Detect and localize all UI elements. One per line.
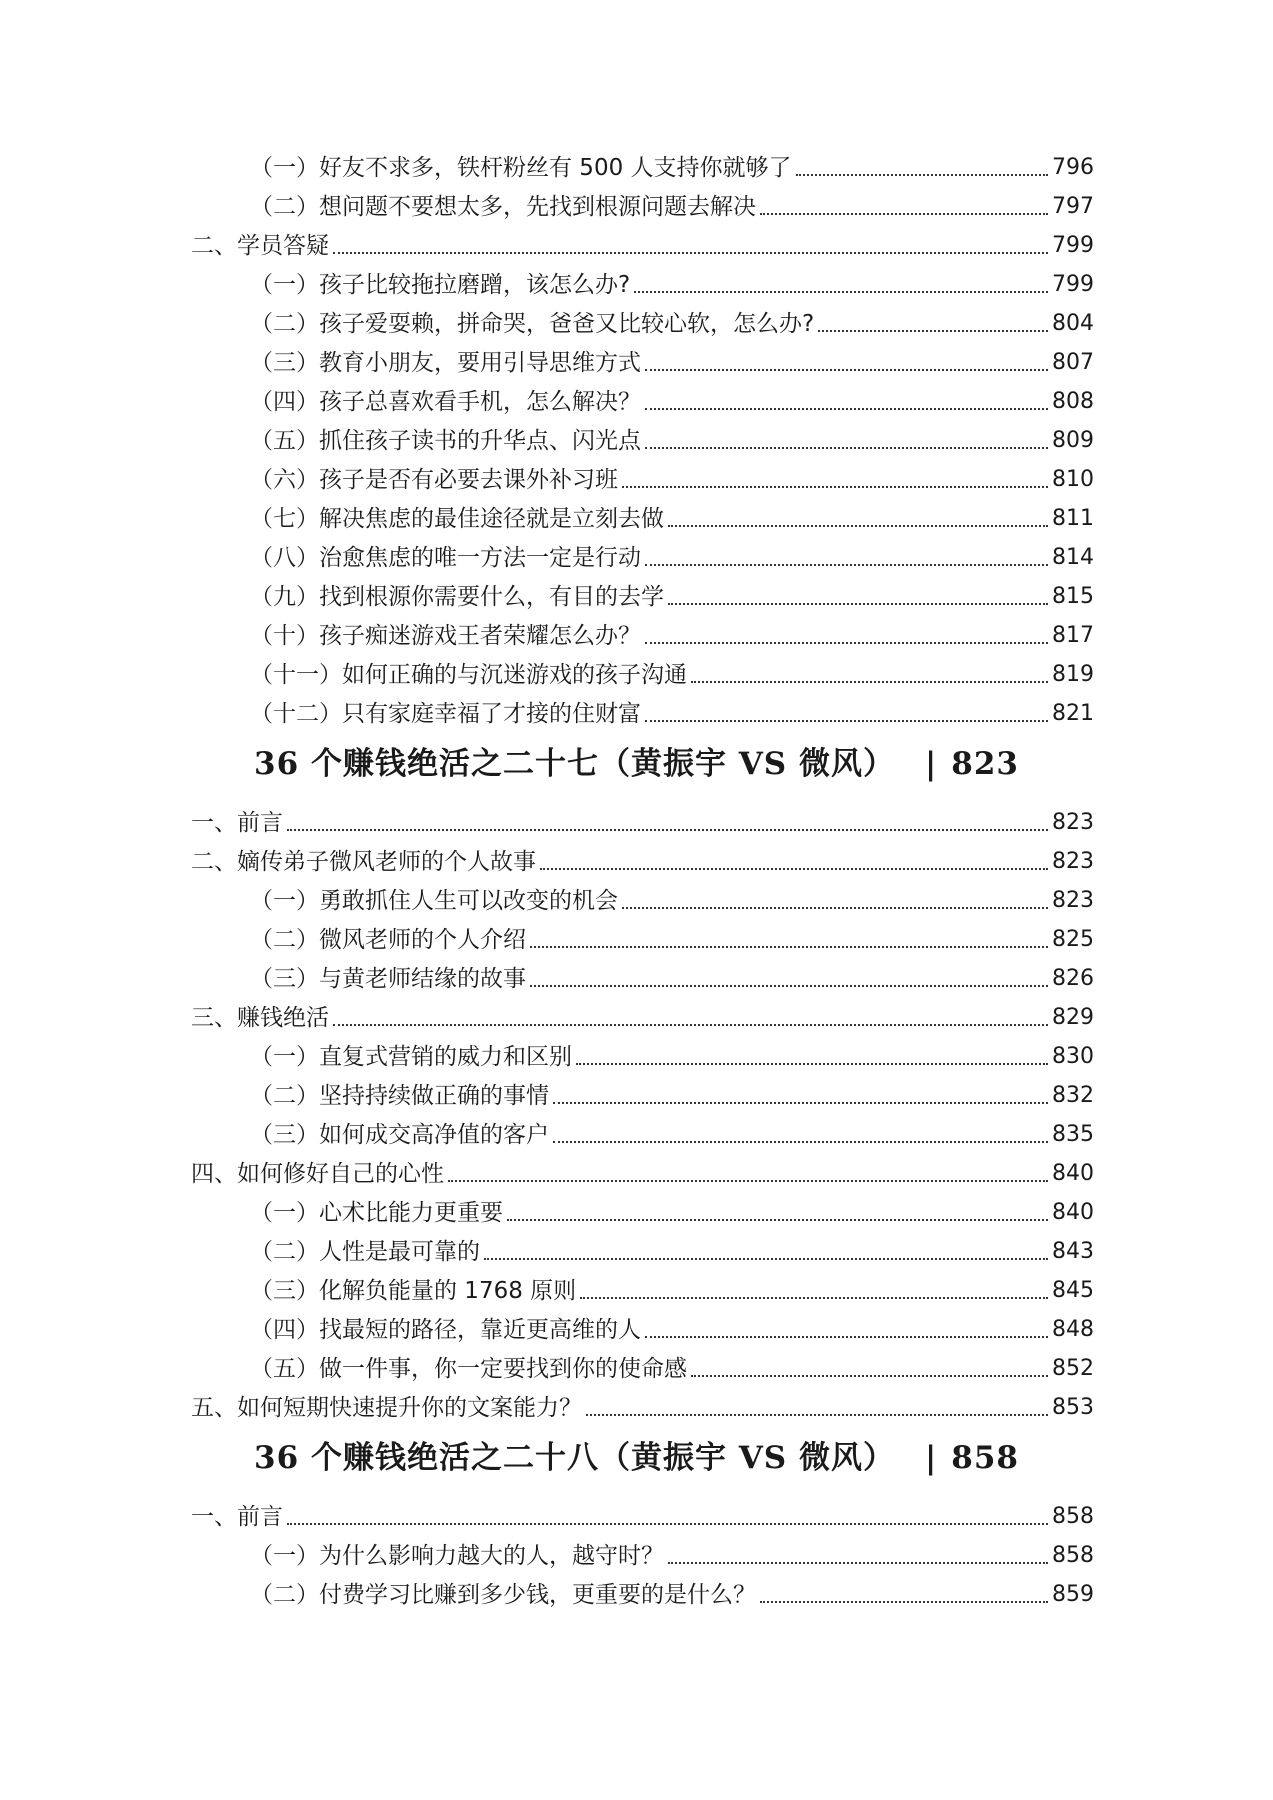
toc-page-number: 811 bbox=[1052, 506, 1094, 531]
toc-page-number: 859 bbox=[1052, 1582, 1094, 1607]
dot-leader bbox=[760, 213, 1048, 215]
toc-page-number: 815 bbox=[1052, 584, 1094, 609]
dot-leader bbox=[645, 1336, 1048, 1338]
toc-entry-label: （二）想问题不要想太多，先找到根源问题去解决 bbox=[250, 194, 756, 220]
toc-entry-label: （二）孩子爱耍赖，拼命哭，爸爸又比较心软，怎么办? bbox=[250, 311, 815, 337]
toc-page-number: 840 bbox=[1052, 1200, 1094, 1225]
dot-leader bbox=[691, 1375, 1048, 1377]
toc-page-number: 829 bbox=[1052, 1005, 1094, 1030]
toc-entry-label: （三）化解负能量的 1768 原则 bbox=[250, 1278, 577, 1304]
toc-entry-label: （四）找最短的路径，靠近更高维的人 bbox=[250, 1317, 641, 1343]
toc-subsection-entry[interactable] bbox=[0, 456, 1273, 495]
toc-entry-label: 四、如何修好自己的心性 bbox=[191, 1161, 444, 1187]
toc-entry-label: （二）微风老师的个人介绍 bbox=[250, 927, 526, 953]
toc-subsection-entry[interactable] bbox=[0, 1345, 1273, 1384]
dot-leader bbox=[530, 985, 1048, 987]
dot-leader bbox=[622, 907, 1048, 909]
toc-entry-label: （七）解决焦虑的最佳途径就是立刻去做 bbox=[250, 506, 664, 532]
toc-page-number: 797 bbox=[1052, 194, 1094, 219]
chapter-separator: | bbox=[924, 746, 938, 782]
toc-entry-label: 二、嫡传弟子微风老师的个人故事 bbox=[191, 849, 536, 875]
dot-leader bbox=[645, 408, 1048, 410]
toc-page-number: 819 bbox=[1052, 662, 1094, 687]
toc-entry-label: （八）治愈焦虑的唯一方法一定是行动 bbox=[250, 545, 641, 571]
toc-page-number: 830 bbox=[1052, 1044, 1094, 1069]
toc-subsection-entry[interactable] bbox=[0, 1306, 1273, 1345]
dot-leader bbox=[530, 946, 1048, 948]
toc-subsection-entry[interactable] bbox=[0, 183, 1273, 222]
toc-entry-label: （九）找到根源你需要什么，有目的去学 bbox=[250, 584, 664, 610]
toc-entry-label: （一）心术比能力更重要 bbox=[250, 1200, 503, 1226]
toc-entry-label: （三）如何成交高净值的客户 bbox=[250, 1122, 549, 1148]
dot-leader bbox=[668, 1562, 1048, 1564]
dot-leader bbox=[553, 1141, 1048, 1143]
toc-page-number: 852 bbox=[1052, 1356, 1094, 1381]
toc-subsection-entry[interactable] bbox=[0, 1072, 1273, 1111]
toc-page-number: 807 bbox=[1052, 350, 1094, 375]
dot-leader bbox=[507, 1219, 1048, 1221]
dot-leader bbox=[818, 330, 1048, 332]
toc-page-number: 796 bbox=[1052, 155, 1094, 180]
dot-leader bbox=[576, 1063, 1048, 1065]
dot-leader bbox=[287, 1523, 1048, 1525]
toc-subsection-entry[interactable] bbox=[0, 1532, 1273, 1571]
toc-subsection-entry[interactable] bbox=[0, 1267, 1273, 1306]
toc-page-number: 799 bbox=[1052, 233, 1094, 258]
toc-page-number: 810 bbox=[1052, 467, 1094, 492]
toc-entry-label: 三、赚钱绝活 bbox=[191, 1005, 329, 1031]
toc-entry-label: （一）孩子比较拖拉磨蹭，该怎么办? bbox=[250, 272, 631, 298]
dot-leader bbox=[760, 1601, 1048, 1603]
toc-subsection-entry[interactable] bbox=[0, 1571, 1273, 1610]
toc-entry-label: （一）直复式营销的威力和区别 bbox=[250, 1044, 572, 1070]
chapter-separator: | bbox=[924, 1440, 938, 1476]
toc-subsection-entry[interactable] bbox=[0, 300, 1273, 339]
toc-entry-label: （十一）如何正确的与沉迷游戏的孩子沟通 bbox=[250, 662, 687, 688]
toc-entry-label: （六）孩子是否有必要去课外补习班 bbox=[250, 467, 618, 493]
toc-page-number: 835 bbox=[1052, 1122, 1094, 1147]
toc-subsection-entry[interactable] bbox=[0, 378, 1273, 417]
dot-leader bbox=[691, 681, 1048, 683]
toc-page-number: 823 bbox=[1052, 810, 1094, 835]
dot-leader bbox=[448, 1180, 1048, 1182]
chapter-heading bbox=[0, 729, 1273, 799]
table-of-contents bbox=[0, 144, 1273, 1610]
toc-entry-label: 五、如何短期快速提升你的文案能力？ bbox=[191, 1395, 582, 1421]
toc-page-number: 858 bbox=[1052, 1504, 1094, 1529]
toc-subsection-entry[interactable] bbox=[0, 534, 1273, 573]
toc-entry-label: 一、前言 bbox=[191, 810, 283, 836]
dot-leader bbox=[540, 868, 1048, 870]
toc-page-number: 848 bbox=[1052, 1317, 1094, 1342]
toc-entry-label: （四）孩子总喜欢看手机，怎么解决？ bbox=[250, 389, 641, 415]
toc-page-number: 809 bbox=[1052, 428, 1094, 453]
toc-subsection-entry[interactable] bbox=[0, 1111, 1273, 1150]
toc-subsection-entry[interactable] bbox=[0, 1228, 1273, 1267]
toc-section-entry[interactable] bbox=[0, 838, 1273, 877]
toc-section-entry[interactable] bbox=[0, 1150, 1273, 1189]
toc-entry-label: （二）人性是最可靠的 bbox=[250, 1239, 480, 1265]
chapter-title: 36 个赚钱绝活之二十七（黄振宇 VS 微风） bbox=[254, 746, 895, 782]
toc-section-entry[interactable] bbox=[0, 1384, 1273, 1423]
dot-leader bbox=[484, 1258, 1048, 1260]
toc-page-number: 808 bbox=[1052, 389, 1094, 414]
toc-entry-label: （一）为什么影响力越大的人，越守时？ bbox=[250, 1543, 664, 1569]
chapter-page-number: 823 bbox=[951, 746, 1019, 782]
toc-entry-label: （五）做一件事，你一定要找到你的使命感 bbox=[250, 1356, 687, 1382]
toc-page-number: 817 bbox=[1052, 623, 1094, 648]
dot-leader bbox=[287, 829, 1048, 831]
toc-page-number: 799 bbox=[1052, 272, 1094, 297]
toc-subsection-entry[interactable] bbox=[0, 612, 1273, 651]
toc-entry-label: （三）与黄老师结缘的故事 bbox=[250, 966, 526, 992]
toc-subsection-entry[interactable] bbox=[0, 690, 1273, 729]
dot-leader bbox=[580, 1297, 1048, 1299]
dot-leader bbox=[796, 174, 1048, 176]
dot-leader bbox=[634, 291, 1048, 293]
toc-subsection-entry[interactable] bbox=[0, 877, 1273, 916]
toc-entry-label: 二、学员答疑 bbox=[191, 233, 329, 259]
chapter-heading bbox=[0, 1423, 1273, 1493]
toc-subsection-entry[interactable] bbox=[0, 339, 1273, 378]
toc-page-number: 840 bbox=[1052, 1161, 1094, 1186]
toc-page-number: 826 bbox=[1052, 966, 1094, 991]
toc-subsection-entry[interactable] bbox=[0, 1033, 1273, 1072]
toc-page-number: 823 bbox=[1052, 849, 1094, 874]
toc-entry-label: 一、前言 bbox=[191, 1504, 283, 1530]
chapter-page-number: 858 bbox=[951, 1440, 1019, 1476]
toc-section-entry[interactable] bbox=[0, 222, 1273, 261]
dot-leader bbox=[645, 642, 1048, 644]
toc-page-number: 845 bbox=[1052, 1278, 1094, 1303]
toc-entry-label: （十）孩子痴迷游戏王者荣耀怎么办？ bbox=[250, 623, 641, 649]
dot-leader bbox=[645, 447, 1048, 449]
toc-subsection-entry[interactable] bbox=[0, 144, 1273, 183]
toc-page-number: 804 bbox=[1052, 311, 1094, 336]
toc-page-number: 823 bbox=[1052, 888, 1094, 913]
dot-leader bbox=[622, 486, 1048, 488]
toc-page-number: 825 bbox=[1052, 927, 1094, 952]
toc-subsection-entry[interactable] bbox=[0, 916, 1273, 955]
toc-page-number: 821 bbox=[1052, 701, 1094, 726]
toc-section-entry[interactable] bbox=[0, 994, 1273, 1033]
toc-subsection-entry[interactable] bbox=[0, 1189, 1273, 1228]
toc-entry-label: （三）教育小朋友，要用引导思维方式 bbox=[250, 350, 641, 376]
dot-leader bbox=[333, 1024, 1048, 1026]
dot-leader bbox=[333, 252, 1048, 254]
dot-leader bbox=[553, 1102, 1048, 1104]
toc-page-number: 858 bbox=[1052, 1543, 1094, 1568]
toc-entry-label: （一）勇敢抓住人生可以改变的机会 bbox=[250, 888, 618, 914]
toc-entry-label: （十二）只有家庭幸福了才接的住财富 bbox=[250, 701, 641, 727]
toc-subsection-entry[interactable] bbox=[0, 261, 1273, 300]
dot-leader bbox=[668, 603, 1048, 605]
dot-leader bbox=[645, 720, 1048, 722]
toc-section-entry[interactable] bbox=[0, 1493, 1273, 1532]
toc-subsection-entry[interactable] bbox=[0, 651, 1273, 690]
toc-subsection-entry[interactable] bbox=[0, 417, 1273, 456]
chapter-title: 36 个赚钱绝活之二十八（黄振宇 VS 微风） bbox=[254, 1440, 895, 1476]
toc-subsection-entry[interactable] bbox=[0, 955, 1273, 994]
toc-subsection-entry[interactable] bbox=[0, 495, 1273, 534]
toc-entry-label: （一）好友不求多，铁杆粉丝有 500 人支持你就够了 bbox=[250, 155, 792, 181]
toc-page-number: 832 bbox=[1052, 1083, 1094, 1108]
dot-leader bbox=[645, 369, 1048, 371]
toc-section-entry[interactable] bbox=[0, 799, 1273, 838]
toc-page-number: 814 bbox=[1052, 545, 1094, 570]
dot-leader bbox=[668, 525, 1048, 527]
toc-page-number: 853 bbox=[1052, 1395, 1094, 1420]
toc-entry-label: （二）付费学习比赚到多少钱，更重要的是什么？ bbox=[250, 1582, 756, 1608]
toc-subsection-entry[interactable] bbox=[0, 573, 1273, 612]
toc-entry-label: （五）抓住孩子读书的升华点、闪光点 bbox=[250, 428, 641, 454]
toc-page-number: 843 bbox=[1052, 1239, 1094, 1264]
dot-leader bbox=[645, 564, 1048, 566]
dot-leader bbox=[586, 1414, 1048, 1416]
toc-entry-label: （二）坚持持续做正确的事情 bbox=[250, 1083, 549, 1109]
